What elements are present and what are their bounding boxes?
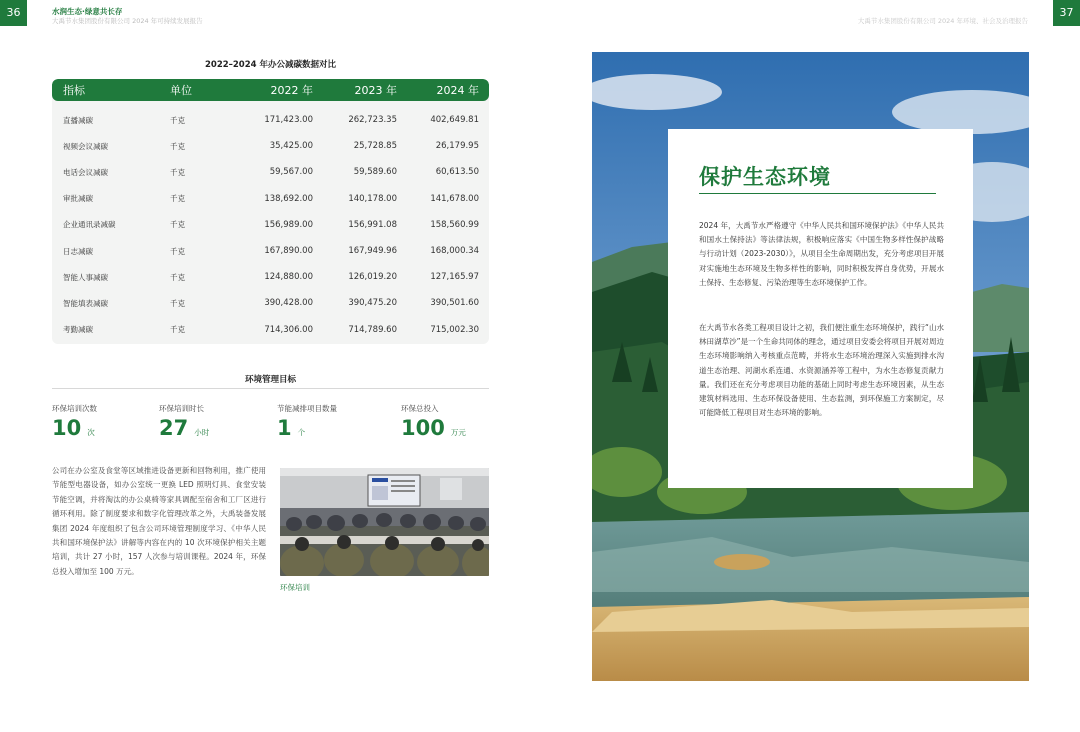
table-header (52, 79, 489, 101)
stat-unit: 个 (297, 428, 306, 437)
table-cell: 402,649.81 (430, 115, 479, 126)
table-row (52, 159, 489, 185)
table-cell: 60,613.50 (435, 167, 479, 178)
stat-training-hours (159, 403, 209, 440)
table-row (52, 212, 489, 238)
table-cell: 千克 (170, 246, 185, 256)
table-cell: 127,165.97 (430, 272, 479, 283)
page-number-left: 36 (0, 0, 27, 26)
stat-value: 1 (277, 416, 292, 440)
table-cell: 审批减碳 (63, 194, 93, 204)
divider (52, 388, 489, 389)
card-divider (699, 193, 936, 194)
table-cell: 考勤减碳 (63, 325, 93, 335)
content-card (668, 129, 973, 488)
table-cell: 168,000.34 (430, 246, 479, 257)
header-cell: 2022 年 (270, 84, 313, 97)
body-paragraph: 公司在办公室及食堂等区域推进设备更新和回物利用，推广使用节能型电器设备，如办公室统一更换 LED 照明灯具、食堂安装节能空调，并将淘汰的办公桌椅等家具调配至宿舍和工厂区进行循环利用。除了制度要求和数字化管理改革之外，大禹装备发展集团 2024 年度组织了包含公司环境管理制度学习、《中华人民共和国环境保护法》讲解等内容在内的 10 次环境保护相关主题培训，共计 27 小时，157 人次参与培训课程。2024 年，环保总投入增加至 100 万元。 (52, 466, 266, 576)
table-cell: 25,728.85 (353, 141, 397, 152)
stat-label: 节能减排项目数量 (277, 404, 337, 413)
header-left (52, 7, 203, 26)
table-row (52, 186, 489, 212)
table-cell: 59,589.60 (353, 167, 397, 178)
card-paragraph-1: 2024 年，大禹节水严格遵守《中华人民共和国环境保护法》《中华人民共和国水土保持法》等法律法规，积极响应落实《中国生物多样性保护战略与行动计划（2023-2030）》，从项目全生命周期出发，充分考虑项目开展对实施地生态环境及生物多样性的影响，同时积极发挥自身优势，开展水土保持、生态修复、污染治理等生态环境保护工作。 (699, 221, 944, 287)
card-paragraph-2: 在大禹节水各类工程项目设计之初，我们便注重生态环境保护，践行“山水林田湖草沙”是一个生命共同体的理念，通过项目安委会将项目开展对周边生态环境影响纳入考核重点范畴，并将水生态环境治理深入实施到排水沟道生态治理、河湖水系连通、水资源涵养等工程中，为水生态修复贡献力量。我们还在充分考虑项目功能的基础上同时考虑生态环境因素，从生态建筑材料选用、生态环保设备使用、生态监测，到环保施工方案制定，尽可能降低工程项目对生态环境的影响。 (699, 323, 944, 418)
section-title: 水润生态·绿意共长存 (52, 7, 123, 16)
stat-value: 10 (52, 416, 82, 440)
table-cell: 390,428.00 (264, 298, 313, 309)
header-cell: 指标 (63, 84, 85, 97)
table-cell: 电话会议减碳 (63, 167, 108, 177)
table-cell: 126,019.20 (348, 272, 397, 283)
table-cell: 167,949.96 (348, 246, 397, 257)
table-cell: 714,306.00 (264, 324, 313, 335)
table-cell: 124,880.00 (264, 272, 313, 283)
table-cell: 千克 (170, 141, 185, 151)
table-cell: 千克 (170, 298, 185, 308)
table-cell: 171,423.00 (264, 115, 313, 126)
table-title: 2022–2024 年办公减碳数据对比 (204, 60, 337, 70)
photo-caption: 环保培训 (280, 583, 310, 592)
table-cell: 156,989.00 (264, 219, 313, 230)
table-cell: 26,179.95 (435, 141, 479, 152)
env-goals-title: 环境管理目标 (244, 375, 296, 385)
table-cell: 158,560.99 (430, 219, 479, 230)
stat-value: 27 (159, 416, 189, 440)
table-cell: 千克 (170, 194, 185, 204)
table-row (52, 290, 489, 316)
card-title: 保护生态环境 (699, 165, 831, 189)
table-cell: 156,991.08 (348, 219, 397, 230)
table-row (52, 317, 489, 343)
header-cell: 单位 (170, 84, 192, 97)
table-cell: 167,890.00 (264, 246, 313, 257)
stat-unit: 万元 (450, 428, 466, 437)
table-cell: 千克 (170, 325, 185, 335)
table-cell: 262,723.35 (348, 115, 397, 126)
carbon-table (52, 79, 489, 344)
table-cell: 59,567.00 (269, 167, 313, 178)
table-row (52, 107, 489, 133)
stat-investment (401, 403, 466, 440)
table-cell: 35,425.00 (269, 141, 313, 152)
stat-label: 环保总投入 (401, 404, 439, 413)
stat-value: 100 (401, 416, 445, 440)
stat-projects (277, 403, 337, 440)
report-title-left: 大禹节水集团股份有限公司 2024 年可持续发展报告 (52, 17, 203, 25)
table-row (52, 133, 489, 159)
table-row (52, 238, 489, 264)
table-cell: 千克 (170, 272, 185, 282)
table-cell: 企业通讯录减碳 (63, 220, 116, 230)
table-cell: 140,178.00 (348, 193, 397, 204)
page-number-right: 37 (1053, 0, 1080, 26)
table-cell: 直播减碳 (63, 115, 93, 125)
header-cell: 2024 年 (436, 84, 479, 97)
table-cell: 日志减碳 (63, 246, 93, 256)
stat-unit: 小时 (194, 428, 210, 437)
table-cell: 390,475.20 (348, 298, 397, 309)
table-row (52, 264, 489, 290)
stat-training-count (52, 403, 97, 440)
table-cell: 智能填表减碳 (63, 298, 108, 308)
training-photo (280, 468, 489, 576)
report-title-right: 大禹节水集团股份有限公司 2024 年环境、社会及治理报告 (857, 17, 1028, 25)
table-cell: 138,692.00 (264, 193, 313, 204)
table-cell: 视频会议减碳 (63, 141, 108, 151)
table-cell: 千克 (170, 115, 185, 125)
table-body (52, 107, 489, 343)
table-cell: 千克 (170, 220, 185, 230)
stat-label: 环保培训次数 (52, 404, 97, 413)
table-cell: 714,789.60 (348, 324, 397, 335)
stat-label: 环保培训时长 (159, 404, 204, 413)
header-cell: 2023 年 (354, 84, 397, 97)
stat-unit: 次 (87, 428, 95, 437)
table-cell: 千克 (170, 167, 185, 177)
table-cell: 141,678.00 (430, 193, 479, 204)
table-cell: 智能人事减碳 (63, 272, 108, 282)
table-cell: 715,002.30 (430, 324, 479, 335)
table-cell: 390,501.60 (430, 298, 479, 309)
